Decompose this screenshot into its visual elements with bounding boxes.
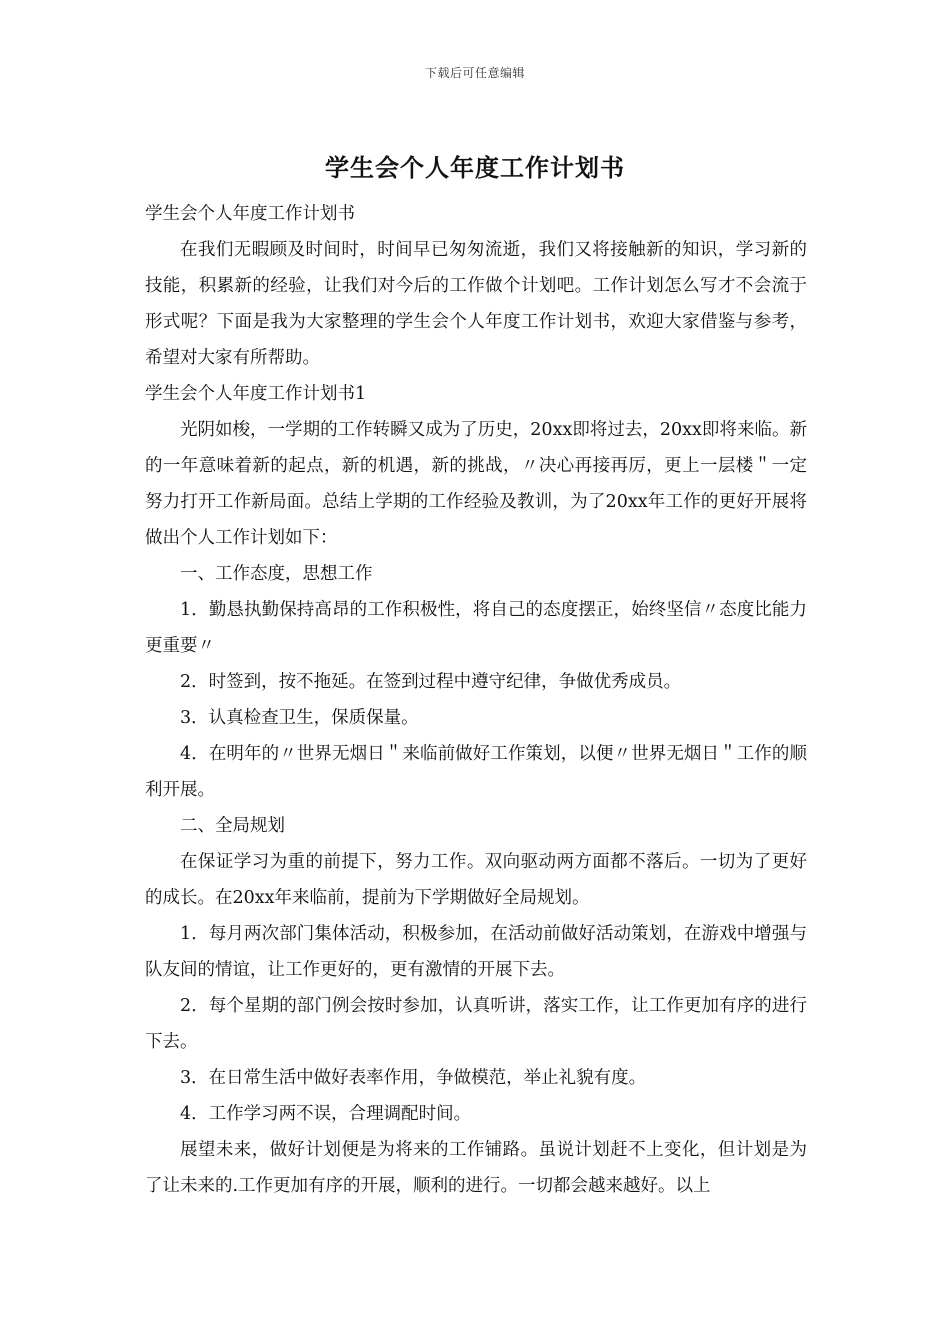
paragraph-item: 2．每个星期的部门例会按时参加，认真听讲，落实工作，让工作更加有序的进行下去。 (145, 996, 807, 1052)
paragraph-heading-attitude: 一、工作态度，思想工作 (180, 564, 373, 584)
paragraph-item: 4．工作学习两不误，合理调配时间。 (180, 1104, 472, 1124)
paragraph-item: 1．每月两次部门集体活动，积极参加，在活动前做好活动策划，在游戏中增强与队友间的情谊，让工作更好的，更有激情的开展下去。 (145, 924, 807, 980)
paragraph-section-heading: 学生会个人年度工作计划书1 (145, 384, 367, 404)
paragraph-intro: 在我们无暇顾及时间时，时间早已匆匆流逝，我们又将接触新的知识，学习新的技能，积累新的经验，让我们对今后的工作做个计划吧。工作计划怎么写才不会流于形式呢？下面是我为大家整理的学生会个人年度工作计划书，欢迎大家借鉴与参考，希望对大家有所帮助。 (145, 240, 807, 368)
paragraph-closing: 展望未来，做好计划便是为将来的工作铺路。虽说计划赶不上变化，但计划是为了让未来的.工作更加有序的开展，顺利的进行。一切都会越来越好。以上 (145, 1140, 807, 1196)
paragraph-heading-planning: 二、全局规划 (180, 816, 285, 836)
paragraph-item: 3．认真检查卫生，保质保量。 (180, 708, 419, 728)
page-header-note: 下载后可任意编辑 (424, 66, 525, 80)
paragraph-opening: 光阴如梭，一学期的工作转瞬又成为了历史，20xx即将过去，20xx即将来临。新的一年意味着新的起点，新的机遇，新的挑战，〃决心再接再厉，更上一层楼＂一定努力打开工作新局面。总结上学期的工作经验及教训，为了20xx年工作的更好开展将做出个人工作计划如下： (145, 420, 807, 548)
paragraph-planning-intro: 在保证学习为重的前提下，努力工作。双向驱动两方面都不落后。一切为了更好的成长。在20xx年来临前，提前为下学期做好全局规划。 (145, 852, 807, 908)
paragraph-item: 2．时签到，按不拖延。在签到过程中遵守纪律，争做优秀成员。 (180, 672, 682, 692)
paragraph-item: 3．在日常生活中做好表率作用，争做模范，举止礼貌有度。 (180, 1068, 647, 1088)
document-title: 学生会个人年度工作计划书 (325, 153, 625, 182)
paragraph-item: 4．在明年的〃世界无烟日＂来临前做好工作策划，以便〃世界无烟日＂工作的顺利开展。 (145, 744, 807, 800)
paragraph-subtitle: 学生会个人年度工作计划书 (145, 204, 355, 224)
paragraph-item: 1．勤恳执勤保持高昂的工作积极性，将自己的态度摆正，始终坚信〃态度比能力更重要〃 (145, 600, 807, 656)
document-body (145, 196, 807, 1204)
